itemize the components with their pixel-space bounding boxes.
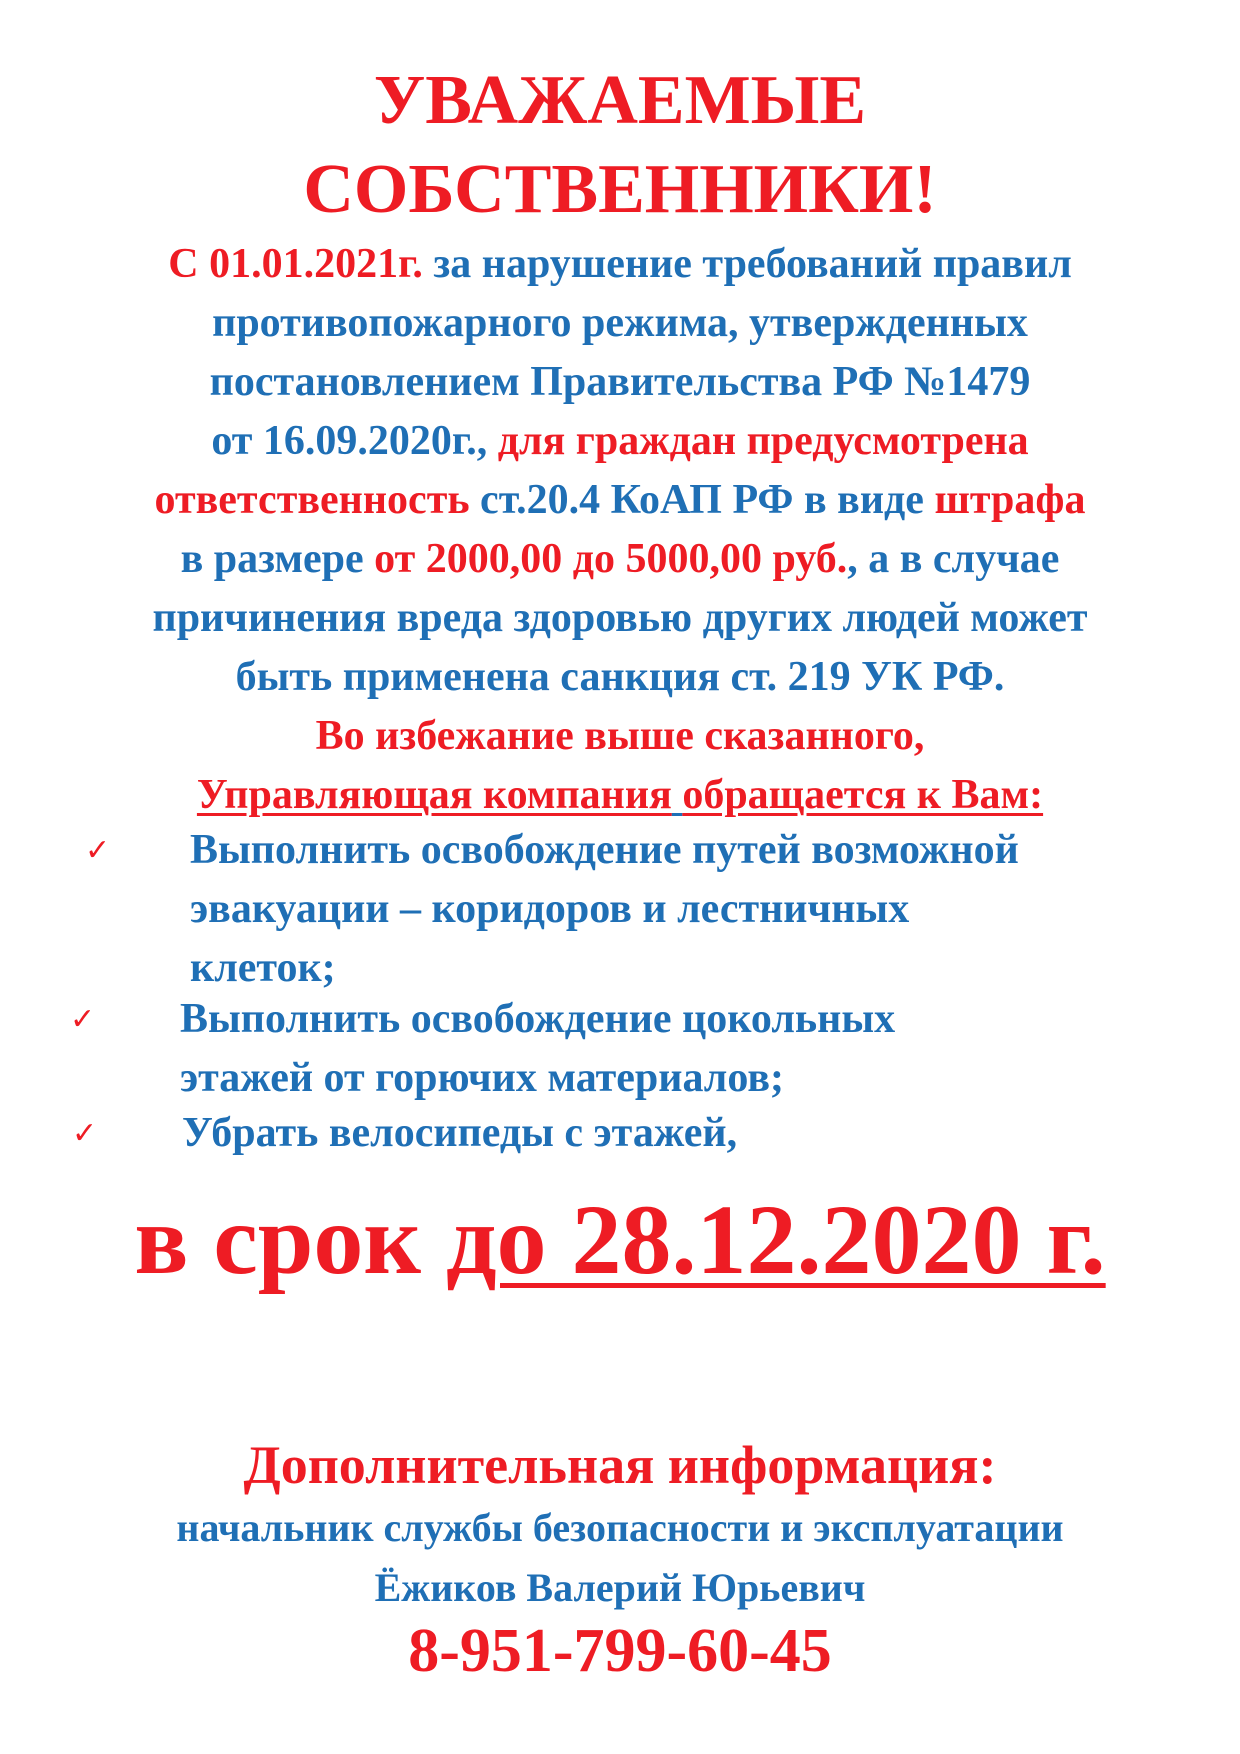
- notice-line-1: С 01.01.2021г. за нарушение требований правил: [168, 241, 1072, 287]
- fine-word: штрафа: [934, 477, 1086, 523]
- appeal-line-2: Управляющая компания обращается к Вам:: [196, 772, 1044, 818]
- contact-phone: 8-951-799-60-45: [408, 1617, 832, 1685]
- checkmark-icon: ✓: [72, 1116, 98, 1151]
- appeal-line-1: Во избежание выше сказанного,: [315, 713, 925, 759]
- checklist-item-1: ✓ Выполнить освобождение путей возможной эвакуации – коридоров и лестничных клеток;: [190, 821, 1019, 998]
- deadline-date: до 28.12.2020 г.: [445, 1184, 1106, 1295]
- page-title-line-2: СОБСТВЕННИКИ!: [303, 151, 937, 228]
- checklist-item-3: ✓ Убрать велосипеды с этажей,: [182, 1104, 737, 1163]
- fine-amount: от 2000,00 до 5000,00 руб.: [374, 536, 848, 582]
- deadline: [0, 1180, 1240, 1300]
- contact-name: Ёжиков Валерий Юрьевич: [374, 1565, 866, 1610]
- appeal: [40, 707, 1200, 825]
- page-title-line-1: УВАЖАЕМЫЕ: [373, 62, 867, 139]
- notice-line-3: постановлением Правительства РФ №1479: [209, 359, 1031, 405]
- checklist-item-2: ✓ Выполнить освобождение цокольных этажей от горючих материалов;: [180, 990, 895, 1108]
- contact-heading: Дополнительная информация:: [243, 1435, 997, 1495]
- notice-paragraph: [40, 235, 1200, 707]
- notice-line-7: причинения вреда здоровью других людей может: [152, 595, 1088, 641]
- notice-line-5: ответственность ст.20.4 КоАП РФ в виде штрафа: [154, 477, 1086, 523]
- effective-date: С 01.01.2021г.: [168, 241, 423, 287]
- checkmark-icon: ✓: [70, 1002, 96, 1037]
- contact-position: начальник службы безопасности и эксплуатации: [176, 1505, 1064, 1550]
- checkmark-icon: ✓: [85, 833, 111, 868]
- company-name: Управляющая компания: [196, 772, 672, 818]
- notice-line-6: в размере от 2000,00 до 5000,00 руб., а в случае: [180, 536, 1060, 582]
- notice-line-4: от 16.09.2020г., для граждан предусмотрена: [211, 418, 1029, 464]
- notice-line-8: быть применена санкция ст. 219 УК РФ.: [235, 654, 1005, 700]
- deadline-prefix: в срок: [134, 1184, 446, 1295]
- notice-line-2: противопожарного режима, утвержденных: [212, 300, 1028, 346]
